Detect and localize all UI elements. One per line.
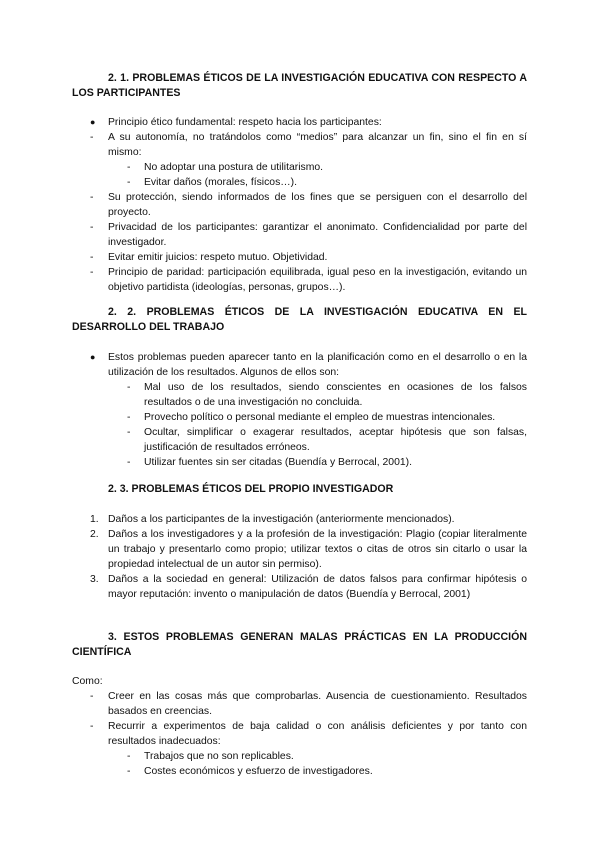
list-item: - Mal uso de los resultados, siendo conscientes en ocasiones de los falsos resultados o de una investigación no concluida. [127,382,527,408]
section-3 [72,630,527,660]
bullet-icon: ● [90,117,96,127]
dash-icon: - [127,382,131,393]
list-item: - No adoptar una postura de utilitarismo. [127,162,324,173]
heading-2-3: 2. 3. PROBLEMAS ÉTICOS DEL PROPIO INVESTIGADOR [108,483,394,495]
list-item: - Evitar daños (morales, físicos…). [127,177,298,188]
number-marker: 3. [90,574,99,585]
numbered-item: 3. Daños a la sociedad en general: Utilización de datos falsos para confirmar hipótesis o mayor reputación: invento o manipulación de datos (Buendía y Berrocal, 2001) [90,574,527,600]
dash-icon: - [90,252,94,263]
number-marker: 2. [90,529,99,540]
list-item: - Su protección, siendo informados de los fines que se persiguen con el desarrollo del proyecto. [90,192,527,218]
list-item: - Utilizar fuentes sin ser citadas (Buendía y Berrocal, 2001). [127,457,412,468]
dash-icon: - [90,192,94,203]
heading-2-2: 2. 2. PROBLEMAS ÉTICOS DE LA INVESTIGACIÓN EDUCATIVA EN EL DESARROLLO DEL TRABAJO [72,306,527,333]
list-item: - Evitar emitir juicios: respeto mutuo. Objetividad. [90,252,328,263]
list-item: - Costes económicos y esfuerzo de investigadores. [127,766,373,777]
heading-2-1: 2. 1. PROBLEMAS ÉTICOS DE LA INVESTIGACIÓN EDUCATIVA CON RESPECTO A LOS PARTICIPANTES [72,72,527,99]
dash-icon: - [90,721,94,732]
dash-icon: - [127,412,131,423]
list-item: - Creer en las cosas más que comprobarlas. Ausencia de cuestionamiento. Resultados basados en creencias. [90,691,527,717]
dash-icon: - [90,132,94,143]
numbered-item: 2. Daños a los investigadores y a la profesión de la investigación: Plagio (copiar literalmente un trabajo y presentarlo como propio; utilizar textos o citas de otros sin citarlo o usar la propiedad intelectual de un autor sin permiso). [90,529,527,570]
numbered-item: 1. Daños a los participantes de la investigación (anteriormente mencionados). [90,514,455,525]
dash-icon: - [90,267,94,278]
list-item: - A su autonomía, no tratándolos como “medios” para alcanzar un fin, sino el fin en sí mismo: [90,132,527,158]
list-item: - Ocultar, simplificar o exagerar resultados, aceptar hipótesis que son falsas, justificación de resultados erróneos. [127,427,527,453]
list-item: ● Principio ético fundamental: respeto hacia los participantes: [90,117,382,128]
dash-icon: - [127,177,131,188]
section-2-3 [72,482,527,497]
dash-icon: - [127,766,131,777]
section-2-2 [72,305,527,335]
intro-text: Como: [72,676,103,687]
dash-icon: - [90,222,94,233]
list-item: - Recurrir a experimentos de baja calidad o con análisis deficientes y por tanto con resultados inadecuados: [90,721,527,747]
section-3-list [72,674,527,779]
dash-icon: - [127,427,131,438]
bullet-icon: ● [90,352,96,362]
list-item: - Provecho político o personal mediante el empleo de muestras intencionales. [127,412,496,423]
dash-icon: - [127,751,131,762]
list-item: - Privacidad de los participantes: garantizar el anonimato. Confidencialidad por parte del investigador. [90,222,527,248]
dash-icon: - [127,457,131,468]
list-item: ● Estos problemas pueden aparecer tanto en la planificación como en el desarrollo o en la utilización de los resultados. Algunos de ellos son: [90,352,527,378]
section-2-2-list [72,350,527,470]
section-2-1-list [72,115,527,295]
list-item: - Principio de paridad: participación equilibrada, igual peso en la investigación, evitando un objetivo partidista (ideologías, personas, grupos…). [90,267,527,293]
section-2-3-list [72,512,527,602]
dash-icon: - [127,162,131,173]
list-item: - Trabajos que no son replicables. [127,751,294,762]
dash-icon: - [90,691,94,702]
number-marker: 1. [90,514,99,525]
section-2-1 [72,71,527,101]
heading-3: 3. ESTOS PROBLEMAS GENERAN MALAS PRÁCTICAS EN LA PRODUCCIÓN CIENTÍFICA [72,631,527,658]
